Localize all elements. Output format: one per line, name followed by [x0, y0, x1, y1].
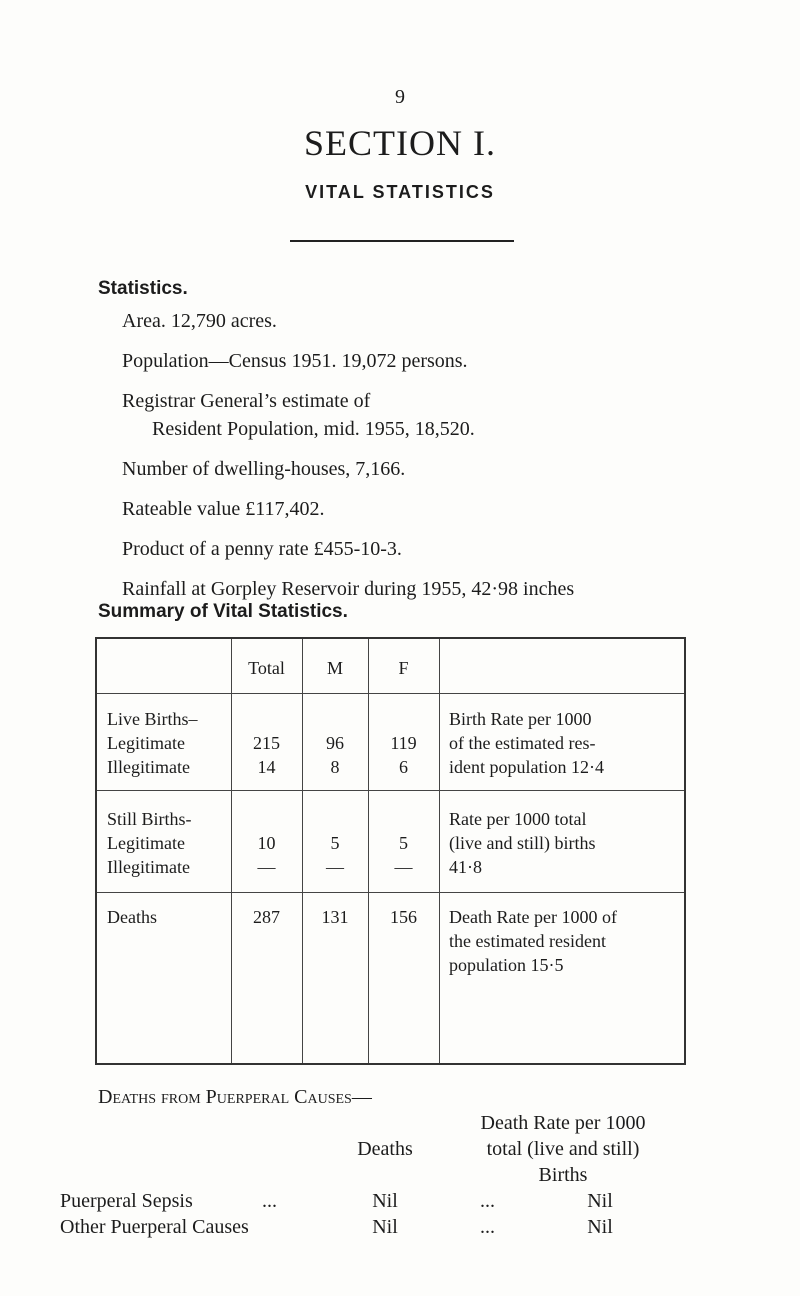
birth-rate-text-3: ident population 12·4 [449, 757, 604, 777]
puerperal-rate-header-2: total (live and still) [486, 1138, 640, 1160]
still-illegitimate-f: — [394, 857, 413, 877]
col-header-f: F [398, 658, 409, 678]
birth-rate-text-1: Birth Rate per 1000 [449, 709, 592, 729]
live-illegitimate-label: Illegitimate [107, 757, 190, 777]
statistics-heading: Statistics. [98, 278, 188, 299]
table-row-divider [97, 693, 684, 694]
live-births-label: Live Births– [107, 709, 198, 729]
deaths-m: 131 [321, 907, 349, 927]
puerperal-rate-header-3: Births [538, 1164, 588, 1186]
other-puerperal-deaths: Nil [372, 1216, 398, 1238]
live-legitimate-m: 96 [326, 733, 344, 753]
death-rate-text-2: the estimated resident [449, 931, 606, 951]
penny-rate-line: Product of a penny rate £455-10-3. [122, 538, 402, 560]
live-illegitimate-m: 8 [330, 757, 340, 777]
still-illegitimate-m: — [326, 857, 344, 877]
table-column-divider [439, 639, 440, 1063]
estimate-line-1: Registrar General’s estimate of [122, 390, 371, 412]
birth-rate-text-2: of the estimated res- [449, 733, 596, 753]
table-row-divider [97, 892, 684, 893]
deaths-label: Deaths [107, 907, 157, 927]
other-puerperal-label: Other Puerperal Causes [60, 1216, 249, 1238]
puerperal-heading: Deaths from Puerperal Causes— [98, 1086, 372, 1108]
dwellings-line: Number of dwelling-houses, 7,166. [122, 458, 406, 480]
rainfall-line: Rainfall at Gorpley Reservoir during 1955, 42·98 inches [122, 578, 575, 600]
live-legitimate-total: 215 [253, 733, 280, 753]
summary-table [95, 637, 686, 1065]
estimate-line-2: Resident Population, mid. 1955, 18,520. [152, 418, 475, 440]
still-rate-text-1: Rate per 1000 total [449, 809, 587, 829]
deaths-f: 156 [390, 907, 417, 927]
still-legitimate-total: 10 [257, 833, 276, 853]
puerperal-sepsis-label: Puerperal Sepsis [60, 1190, 193, 1212]
still-legitimate-label: Legitimate [107, 833, 185, 853]
area-line: Area. 12,790 acres. [122, 310, 277, 332]
section-title: SECTION I. [304, 123, 496, 163]
puerperal-sepsis-rate: Nil [587, 1190, 613, 1212]
puerperal-rate-header-1: Death Rate per 1000 [480, 1112, 646, 1134]
live-legitimate-label: Legitimate [107, 733, 185, 753]
still-rate-text-2: (live and still) births [449, 833, 596, 853]
summary-heading: Summary of Vital Statistics. [98, 601, 348, 622]
title-rule [290, 240, 514, 242]
puerperal-sepsis-dots2: ... [480, 1190, 495, 1212]
death-rate-text-1: Death Rate per 1000 of [449, 907, 617, 927]
live-illegitimate-total: 14 [257, 757, 276, 777]
puerperal-sepsis-dots: ... [262, 1190, 277, 1212]
still-births-label: Still Births- [107, 809, 192, 829]
still-legitimate-m: 5 [330, 833, 340, 853]
live-illegitimate-f: 6 [399, 757, 408, 777]
col-header-total: Total [248, 658, 285, 678]
still-illegitimate-label: Illegitimate [107, 857, 190, 877]
puerperal-deaths-header: Deaths [357, 1138, 413, 1160]
rateable-line: Rateable value £117,402. [122, 498, 325, 520]
deaths-total: 287 [253, 907, 280, 927]
population-line: Population—Census 1951. 19,072 persons. [122, 350, 468, 372]
still-legitimate-f: 5 [399, 833, 408, 853]
other-puerperal-rate: Nil [587, 1216, 613, 1238]
live-legitimate-f: 119 [390, 733, 417, 753]
puerperal-sepsis-deaths: Nil [372, 1190, 398, 1212]
death-rate-text-3: population 15·5 [449, 955, 564, 975]
still-rate-text-3: 41·8 [449, 857, 482, 877]
still-illegitimate-total: — [257, 857, 276, 877]
table-row-divider [97, 790, 684, 791]
other-puerperal-dots2: ... [480, 1216, 495, 1238]
col-header-m: M [326, 658, 343, 678]
page-number: 9 [395, 86, 405, 108]
section-subtitle: VITAL STATISTICS [305, 182, 495, 202]
